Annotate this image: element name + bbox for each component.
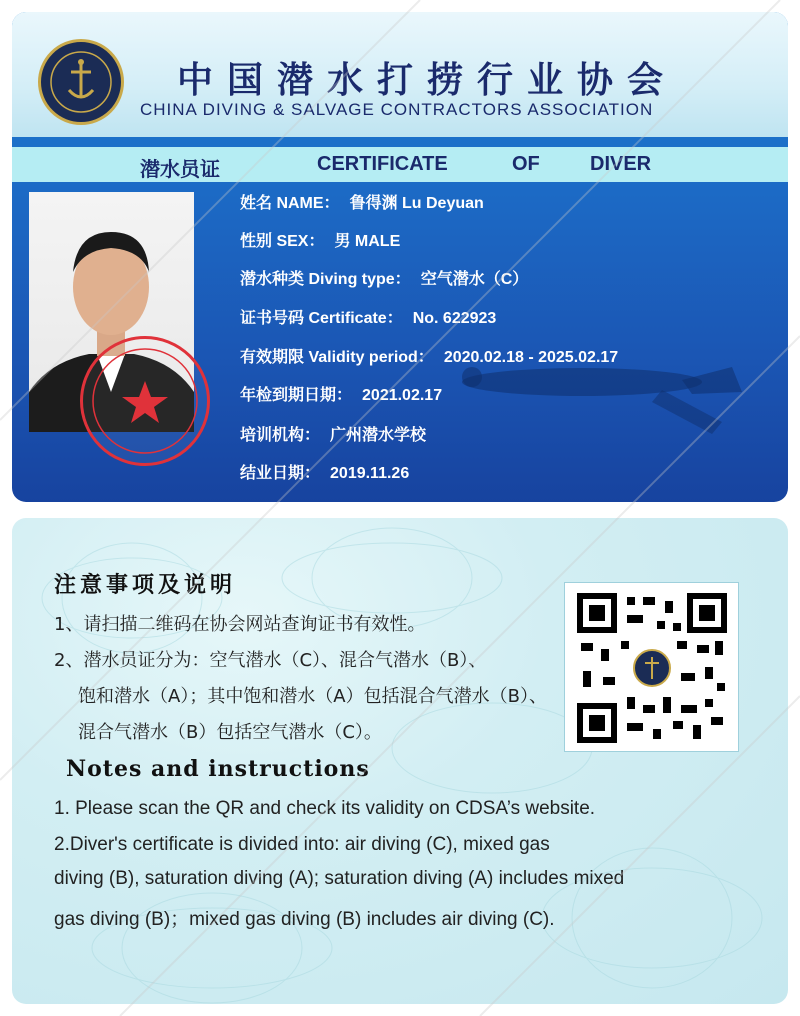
qr-code[interactable] [564, 582, 739, 752]
field-diving-type: 潜水种类 Diving type： 空气潜水（C） [240, 271, 529, 288]
title-en-certificate: CERTIFICATE [317, 153, 448, 175]
field-training-institution: 培训机构： 广州潜水学校 [240, 427, 427, 444]
notes-cn-line-1: 1、请扫描二维码在协会网站查询证书有效性。 [54, 614, 426, 635]
field-name: 姓名 NAME： 鲁得渊 Lu Deyuan [240, 195, 484, 212]
notes-title-en: Notes and instructions [66, 756, 370, 782]
field-sex: 性别 SEX： 男 MALE [240, 233, 401, 250]
notes-cn-line-2: 2、潜水员证分为：空气潜水（C）、混合气潜水（B）、 [54, 650, 487, 671]
association-emblem-icon [38, 39, 124, 125]
certificate-title-band [12, 147, 788, 182]
field-completion-date: 结业日期： 2019.11.26 [240, 465, 410, 482]
official-seal-icon [80, 336, 210, 466]
certificate-front-card [12, 12, 788, 502]
certificate-back-card [12, 518, 788, 1004]
notes-en-line-4: gas diving (B)；mixed gas diving (B) includes air diving (C). [54, 909, 555, 930]
association-name-en: CHINA DIVING & SALVAGE CONTRACTORS ASSOCIATION [140, 100, 654, 119]
qr-code-icon [577, 593, 727, 743]
notes-en-line-3: diving (B), saturation diving (A); saturation diving (A) includes mixed [54, 868, 625, 889]
field-annual-inspection: 年检到期日期： 2021.02.17 [240, 387, 443, 404]
notes-cn-line-4: 混合气潜水（B）包括空气潜水（C）。 [78, 722, 382, 743]
association-name-cn: 中国潜水打捞行业协会 [177, 60, 678, 101]
field-validity-period: 有效期限 Validity period： 2020.02.18 - 2025.02.17 [240, 349, 619, 366]
notes-cn-line-3: 饱和潜水（A）；其中饱和潜水（A）包括混合气潜水（B）、 [78, 686, 547, 707]
title-en-diver: DIVER [590, 153, 652, 175]
card-header [12, 12, 788, 137]
title-en-of: OF [512, 153, 540, 175]
notes-en-line-2: 2.Diver's certificate is divided into: air diving (C), mixed gas [54, 834, 550, 855]
notes-title-cn: 注意事项及说明 [54, 573, 237, 598]
field-certificate-no: 证书号码 Certificate： No. 622923 [240, 310, 497, 327]
notes-en-line-1: 1. Please scan the QR and check its validity on CDSA’s website. [54, 798, 596, 819]
title-cn: 潜水员证 [140, 159, 220, 181]
